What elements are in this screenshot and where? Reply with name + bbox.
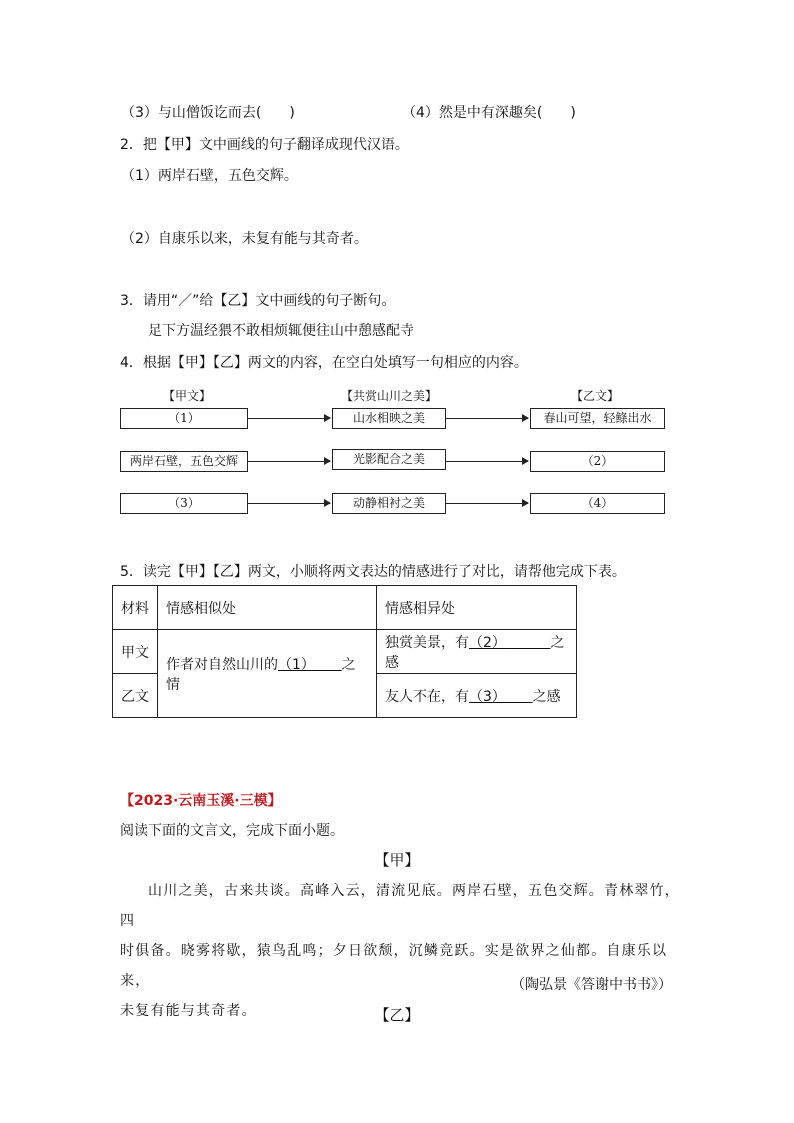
q4-row1-middle: 山水相映之美 xyxy=(332,408,446,429)
table-header-similar: 情感相似处 xyxy=(158,586,377,630)
arrow xyxy=(248,418,330,419)
q1-item-4: （4）然是中有深趣矣( ) xyxy=(402,105,576,121)
q2-sentence-2: （2）自康乐以来，未复有能与其奇者。 xyxy=(121,231,368,247)
q4-row3-left: （3） xyxy=(120,493,248,514)
source-tag: 【2023·云南玉溪·三模】 xyxy=(120,793,282,809)
diff-cell-yi: 友人不在，有（3） 之感 xyxy=(377,674,577,718)
arrow xyxy=(446,503,528,504)
q4-row2-middle: 光影配合之美 xyxy=(332,449,446,470)
passage-line: 山川之美，古来共谈。高峰入云，清流见底。两岸石壁，五色交辉。青林翠竹，四 xyxy=(120,883,680,929)
q4-title: 4．根据【甲】【乙】两文的内容，在空白处填写一句相应的内容。 xyxy=(120,355,528,371)
table-row xyxy=(113,586,577,630)
q4-row2-left: 两岸石壁，五色交辉 xyxy=(120,451,248,472)
q4-row1-right: 春山可望，轻鲦出水 xyxy=(530,408,665,429)
blank-1: （1） xyxy=(278,656,315,673)
q4-row3-right: （4） xyxy=(530,493,665,514)
passage-line: 时俱备。晓雾将歇，猿鸟乱鸣；夕日欲颓，沉鳞竞跃。实是欲界之仙都。自康乐以来， xyxy=(120,943,668,989)
blank-2: （2） xyxy=(469,634,506,651)
table-row xyxy=(113,630,577,674)
attribution: （陶弘景《答谢中书书》） xyxy=(511,977,672,993)
q1-item-3: （3）与山僧饭讫而去( ) xyxy=(121,105,295,121)
arrow xyxy=(248,503,330,504)
instruction: 阅读下面的文言文，完成下面小题。 xyxy=(120,823,344,839)
passage-line: 未复有能与其奇者。 xyxy=(120,1003,257,1019)
q3-title: 3．请用“／”给【乙】文中画线的句子断句。 xyxy=(120,293,396,309)
table-row-label-jia: 甲文 xyxy=(113,630,158,674)
table-header-different: 情感相异处 xyxy=(377,586,577,630)
blank-3: （3） xyxy=(469,688,506,705)
jia-title: 【甲】 xyxy=(374,851,420,869)
diff-cell-jia: 独赏美景，有（2） 之感 xyxy=(377,630,577,674)
q4-header-yi: 【乙文】 xyxy=(570,389,619,403)
arrow xyxy=(446,418,528,419)
q4-row2-right: （2） xyxy=(530,451,665,472)
yi-title: 【乙】 xyxy=(374,1006,420,1024)
q4-row1-left: （1） xyxy=(120,408,248,429)
arrow xyxy=(446,461,528,462)
q4-header-shared: 【共赏山川之美】 xyxy=(340,389,437,403)
arrow xyxy=(248,461,330,462)
table-row-label-yi: 乙文 xyxy=(113,674,158,718)
q5-comparison-table xyxy=(112,585,577,718)
similar-cell: 作者对自然山川的（1） 之情 xyxy=(158,630,377,718)
q2-title: 2．把【甲】文中画线的句子翻译成现代汉语。 xyxy=(120,137,409,153)
q2-sentence-1: （1）两岸石壁，五色交辉。 xyxy=(121,168,298,184)
table-header-material: 材料 xyxy=(113,586,158,630)
q5-title: 5．读完【甲】【乙】两文，小顺将两文表达的情感进行了对比，请帮他完成下表。 xyxy=(120,564,626,580)
q3-sentence: 足下方温经猥不敢相烦辄便往山中憩感配寺 xyxy=(148,323,414,339)
q4-row3-middle: 动静相衬之美 xyxy=(332,493,446,514)
q4-header-jia: 【甲文】 xyxy=(162,389,211,403)
